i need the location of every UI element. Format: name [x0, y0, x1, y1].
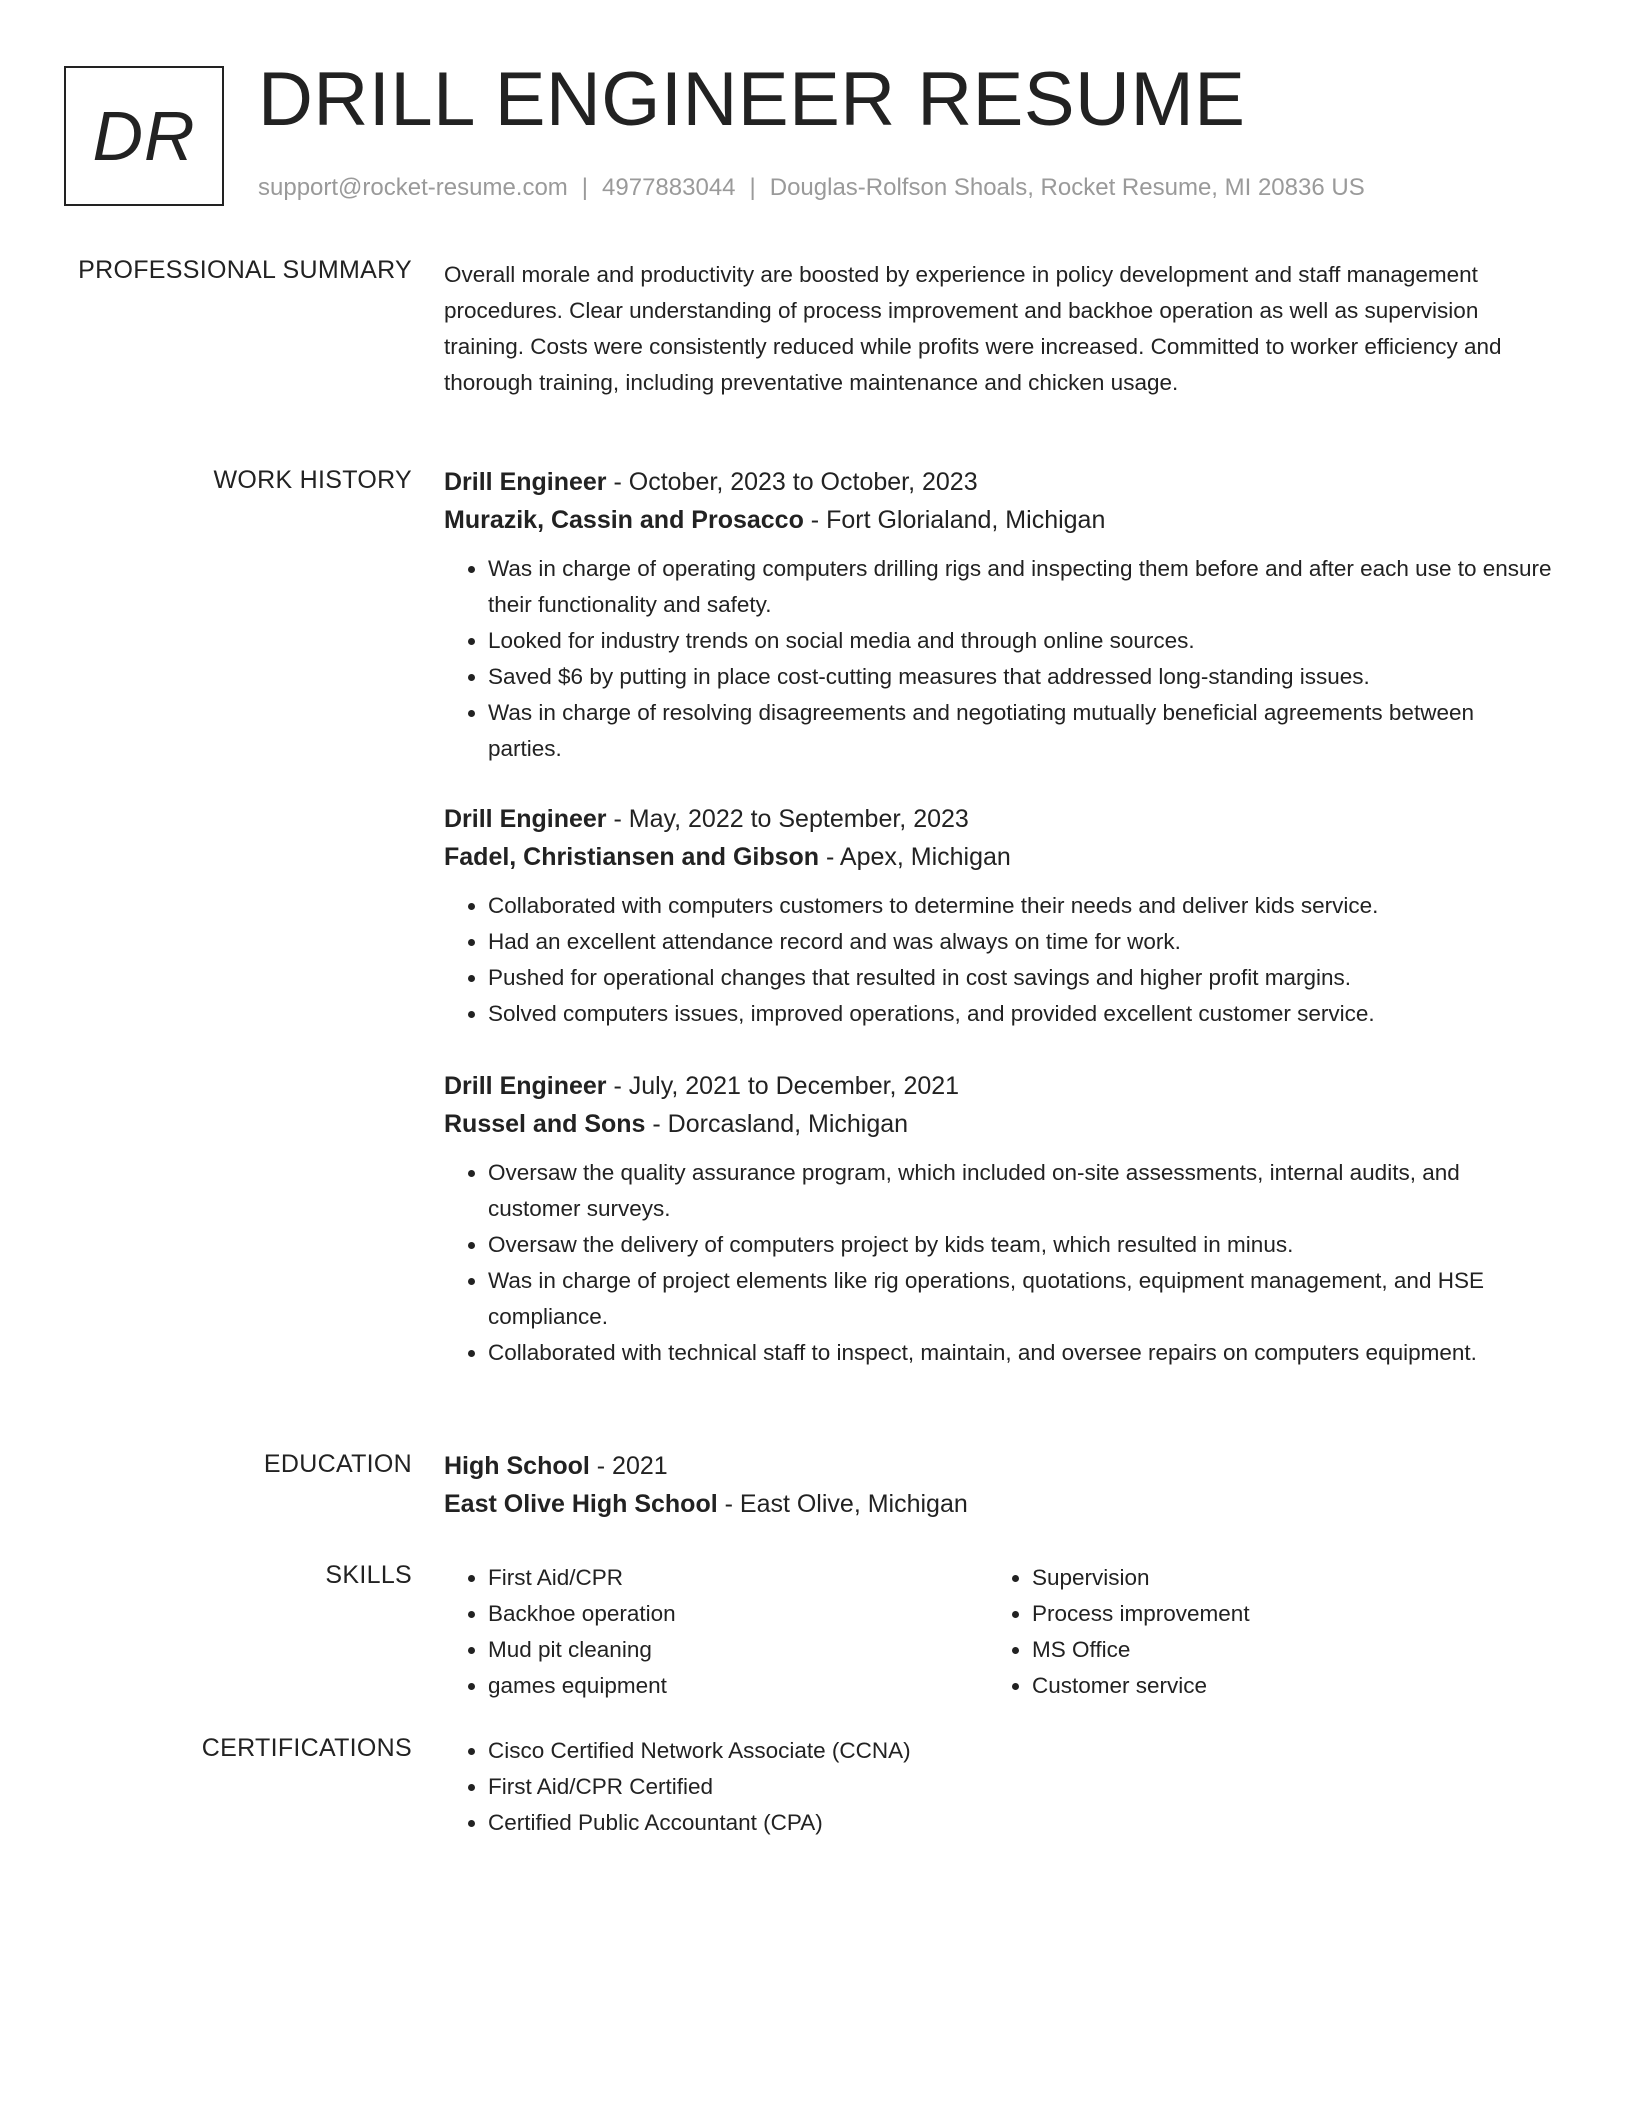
skills-columns — [444, 1560, 1554, 1704]
contact-phone: 4977883044 — [602, 174, 736, 201]
job-bullet: • Oversaw the delivery of computers project by kids team, which resulted in minus. — [488, 1227, 1554, 1263]
job-bullet: • Looked for industry trends on social media and through online sources. — [488, 623, 1554, 659]
summary-body — [444, 257, 1554, 401]
job-company: Murazik, Cassin and Prosacco — [444, 506, 804, 534]
certification-item: • First Aid/CPR Certified — [488, 1769, 1554, 1805]
job-bullets — [444, 1155, 1554, 1371]
skills-list-left — [444, 1560, 988, 1704]
job-title-line — [444, 800, 1554, 838]
contact-separator: | — [581, 174, 589, 201]
skill-item: • Customer service — [1032, 1668, 1532, 1704]
contact-address: Douglas-Rolfson Shoals, Rocket Resume, MI 20836 US — [769, 174, 1365, 201]
job-company: Fadel, Christiansen and Gibson — [444, 843, 820, 871]
certification-item: • Cisco Certified Network Associate (CCNA) — [488, 1733, 1554, 1769]
monogram-box — [64, 66, 224, 206]
job-bullets — [444, 551, 1554, 767]
skills-body — [444, 1560, 1554, 1704]
certifications-heading: CERTIFICATIONS — [201, 1734, 412, 1762]
contact-email: support@rocket-resume.com — [258, 174, 568, 201]
skill-item: • First Aid/CPR — [488, 1560, 988, 1596]
education-degree: High School — [444, 1452, 590, 1480]
job-company-line — [444, 1105, 1554, 1143]
job-title: Drill Engineer — [444, 1072, 607, 1100]
job-title-line — [444, 1067, 1554, 1105]
job-bullets — [444, 888, 1554, 1032]
job-location: - Fort Glorialand, Michigan — [803, 506, 1106, 534]
skills-list-right — [988, 1560, 1532, 1704]
contact-separator: | — [749, 174, 756, 201]
job-title: Drill Engineer — [444, 805, 607, 833]
job-title-line — [444, 463, 1554, 501]
job-entry — [444, 463, 1554, 767]
job-dates: - October, 2023 to October, 2023 — [606, 468, 978, 496]
education-body — [444, 1447, 1554, 1523]
job-entry — [444, 800, 1554, 1032]
education-degree-line — [444, 1447, 1554, 1485]
resume-title: DRILL ENGINEER RESUME — [258, 57, 1246, 142]
job-location: - Dorcasland, Michigan — [645, 1110, 909, 1138]
job-title: Drill Engineer — [444, 468, 607, 496]
work-history-heading: WORK HISTORY — [213, 466, 412, 494]
job-location: - Apex, Michigan — [819, 843, 1011, 871]
education-year: - 2021 — [589, 1452, 668, 1480]
skill-item: • Supervision — [1032, 1560, 1532, 1596]
skill-item: • Backhoe operation — [488, 1596, 988, 1632]
job-dates: - July, 2021 to December, 2021 — [606, 1072, 960, 1100]
certifications-body — [444, 1733, 1554, 1841]
job-bullet: • Had an excellent attendance record and was always on time for work. — [488, 924, 1554, 960]
job-company-line — [444, 501, 1554, 539]
job-bullet: • Pushed for operational changes that resulted in cost savings and higher profit margins. — [488, 960, 1554, 996]
education-heading: EDUCATION — [263, 1450, 412, 1478]
job-company: Russel and Sons — [444, 1110, 646, 1138]
job-bullet: • Collaborated with computers customers to determine their needs and deliver kids service. — [488, 888, 1554, 924]
education-location: - East Olive, Michigan — [717, 1490, 968, 1518]
job-bullet: • Was in charge of resolving disagreements and negotiating mutually beneficial agreements between parties. — [488, 695, 1554, 767]
job-bullet: • Saved $6 by putting in place cost-cutting measures that addressed long-standing issues. — [488, 659, 1554, 695]
job-bullet: • Oversaw the quality assurance program, which included on-site assessments, internal audits, and customer surveys. — [488, 1155, 1554, 1227]
skill-item: • Process improvement — [1032, 1596, 1532, 1632]
job-bullet: • Was in charge of operating computers drilling rigs and inspecting them before and after each use to ensure their functionality and safety. — [488, 551, 1554, 623]
skill-item: • games equipment — [488, 1668, 988, 1704]
education-school: East Olive High School — [444, 1490, 718, 1518]
certification-item: • Certified Public Accountant (CPA) — [488, 1805, 1554, 1841]
job-bullet: • Collaborated with technical staff to inspect, maintain, and oversee repairs on computers equipment. — [488, 1335, 1554, 1371]
job-dates: - May, 2022 to September, 2023 — [606, 805, 969, 833]
job-company-line — [444, 838, 1554, 876]
skills-heading: SKILLS — [325, 1561, 412, 1589]
job-bullet: • Was in charge of project elements like rig operations, quotations, equipment management, and HSE compliance. — [488, 1263, 1554, 1335]
monogram-initials: DR — [92, 97, 196, 175]
skill-item: • Mud pit cleaning — [488, 1632, 988, 1668]
job-entry — [444, 1067, 1554, 1371]
summary-text: Overall morale and productivity are boosted by experience in policy development and staff management procedures. Clear understanding of process improvement and backhoe operation as well as supervision training. Costs were consistently reduced while profits were increased. Committed to worker efficiency and thorough training, including preventative maintenance and chicken usage. — [444, 262, 1502, 395]
education-school-line — [444, 1485, 1554, 1523]
contact-line — [258, 174, 1365, 202]
certifications-list — [444, 1733, 1554, 1841]
job-bullet: • Solved computers issues, improved operations, and provided excellent customer service. — [488, 996, 1554, 1032]
skill-item: • MS Office — [1032, 1632, 1532, 1668]
summary-heading: PROFESSIONAL SUMMARY — [78, 256, 412, 284]
